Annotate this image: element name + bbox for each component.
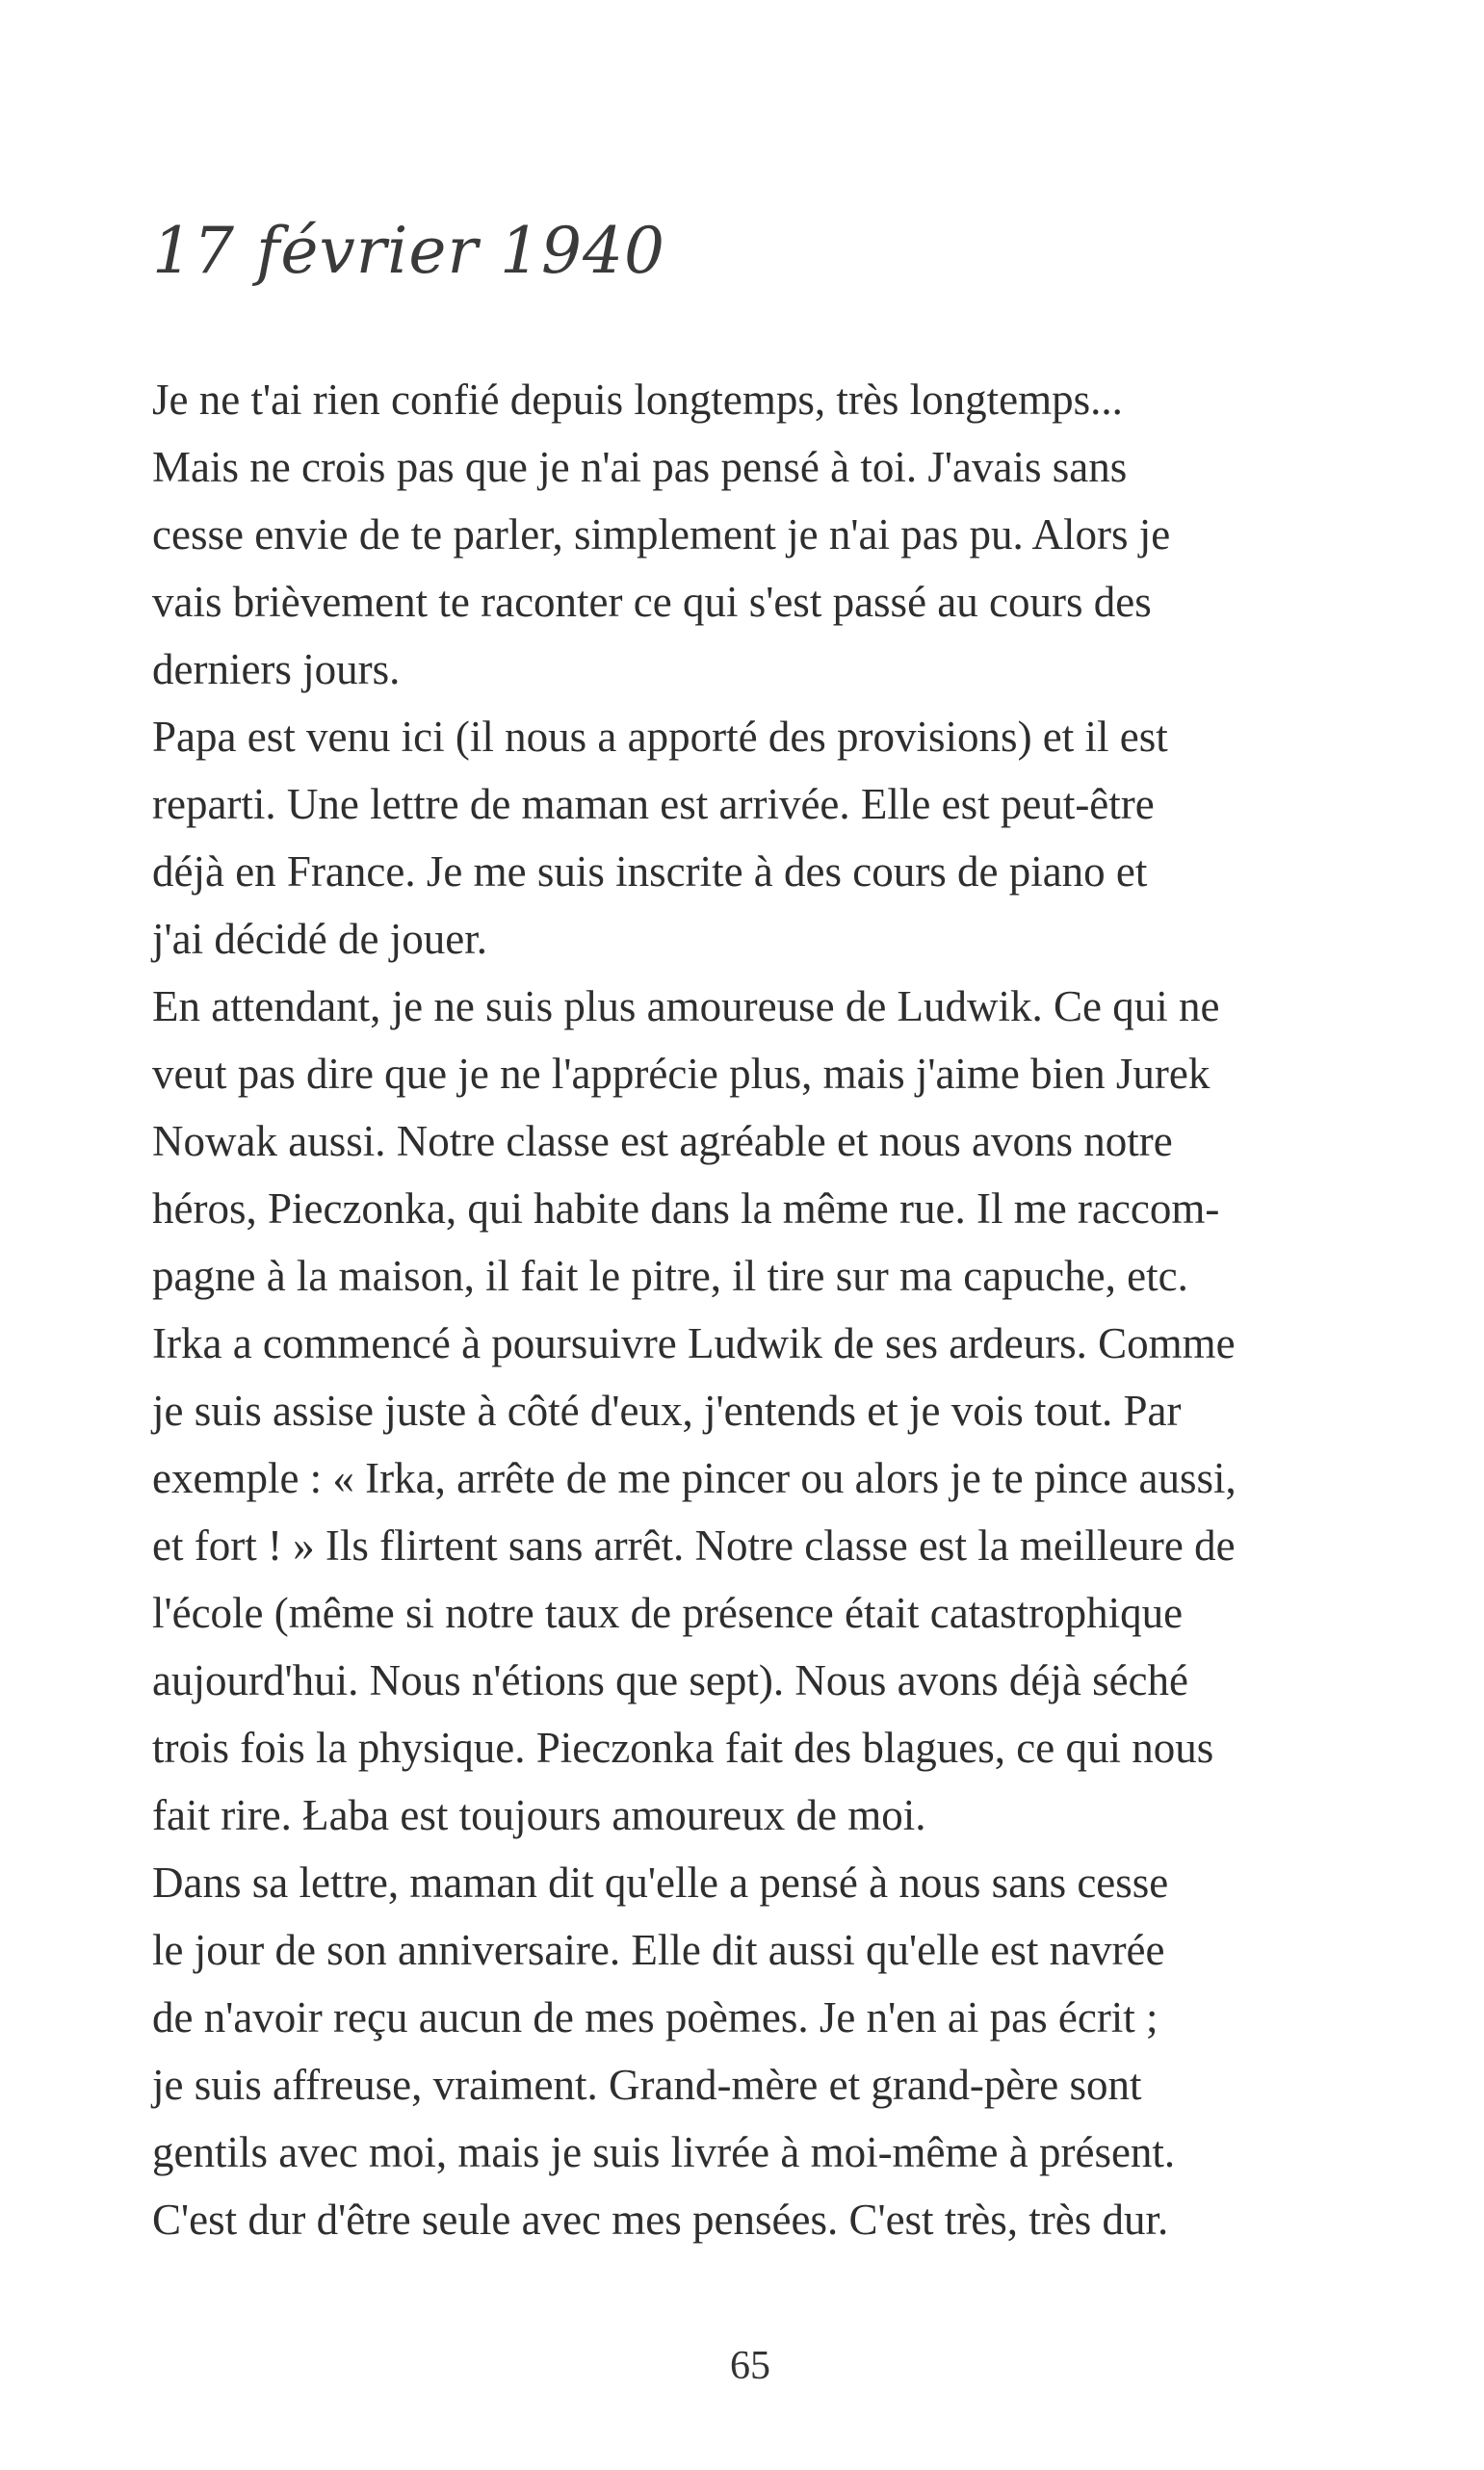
text-line: C'est dur d'être seule avec mes pensées. C'est très, très dur. <box>152 2196 1169 2244</box>
text-line: pagne à la maison, il fait le pitre, il tire sur ma capuche, etc. <box>152 1252 1188 1300</box>
text-line: je suis affreuse, vraiment. Grand-mère et grand-père sont <box>152 2061 1142 2109</box>
page-number: 65 <box>730 2344 770 2388</box>
text-line: le jour de son anniversaire. Elle dit aussi qu'elle est navrée <box>152 1926 1165 1974</box>
text-line: gentils avec moi, mais je suis livrée à moi-même à présent. <box>152 2128 1176 2176</box>
text-line: Mais ne crois pas que je n'ai pas pensé à toi. J'avais sans <box>152 443 1128 491</box>
text-line: En attendant, je ne suis plus amoureuse de Ludwik. Ce qui ne <box>152 982 1220 1030</box>
text-line: Nowak aussi. Notre classe est agréable et nous avons notre <box>152 1117 1173 1165</box>
text-line: de n'avoir reçu aucun de mes poèmes. Je n'en ai pas écrit ; <box>152 1993 1159 2041</box>
date-heading: 17 février 1940 <box>152 214 665 288</box>
text-line: reparti. Une lettre de maman est arrivée. Elle est peut-être <box>152 780 1155 828</box>
text-line: héros, Pieczonka, qui habite dans la même rue. Il me raccom- <box>152 1184 1220 1233</box>
text-line: je suis assise juste à côté d'eux, j'entends et je vois tout. Par <box>152 1387 1182 1435</box>
text-line: Papa est venu ici (il nous a apporté des provisions) et il est <box>152 713 1168 761</box>
text-line: et fort ! » Ils flirtent sans arrêt. Notre classe est la meilleure de <box>152 1521 1236 1570</box>
text-line: l'école (même si notre taux de présence était catastrophique <box>152 1589 1184 1637</box>
text-line: exemple : « Irka, arrête de me pincer ou alors je te pince aussi, <box>152 1454 1237 1502</box>
text-line: aujourd'hui. Nous n'étions que sept). Nous avons déjà séché <box>152 1656 1189 1704</box>
text-line: cesse envie de te parler, simplement je n'ai pas pu. Alors je <box>152 510 1171 559</box>
text-line: Dans sa lettre, maman dit qu'elle a pensé à nous sans cesse <box>152 1859 1169 1907</box>
text-line: fait rire. Łaba est toujours amoureux de moi. <box>152 1791 926 1839</box>
text-line: derniers jours. <box>152 645 401 693</box>
text-line: veut pas dire que je ne l'apprécie plus, mais j'aime bien Jurek <box>152 1050 1211 1098</box>
text-line: trois fois la physique. Pieczonka fait des blagues, ce qui nous <box>152 1724 1214 1772</box>
text-line: déjà en France. Je me suis inscrite à des cours de piano et <box>152 847 1148 896</box>
text-line: Je ne t'ai rien confié depuis longtemps, très longtemps... <box>152 376 1123 424</box>
text-line: j'ai décidé de jouer. <box>152 915 487 963</box>
text-line: Irka a commencé à poursuivre Ludwik de ses ardeurs. Comme <box>152 1319 1236 1367</box>
text-line: vais brièvement te raconter ce qui s'est passé au cours des <box>152 578 1152 626</box>
